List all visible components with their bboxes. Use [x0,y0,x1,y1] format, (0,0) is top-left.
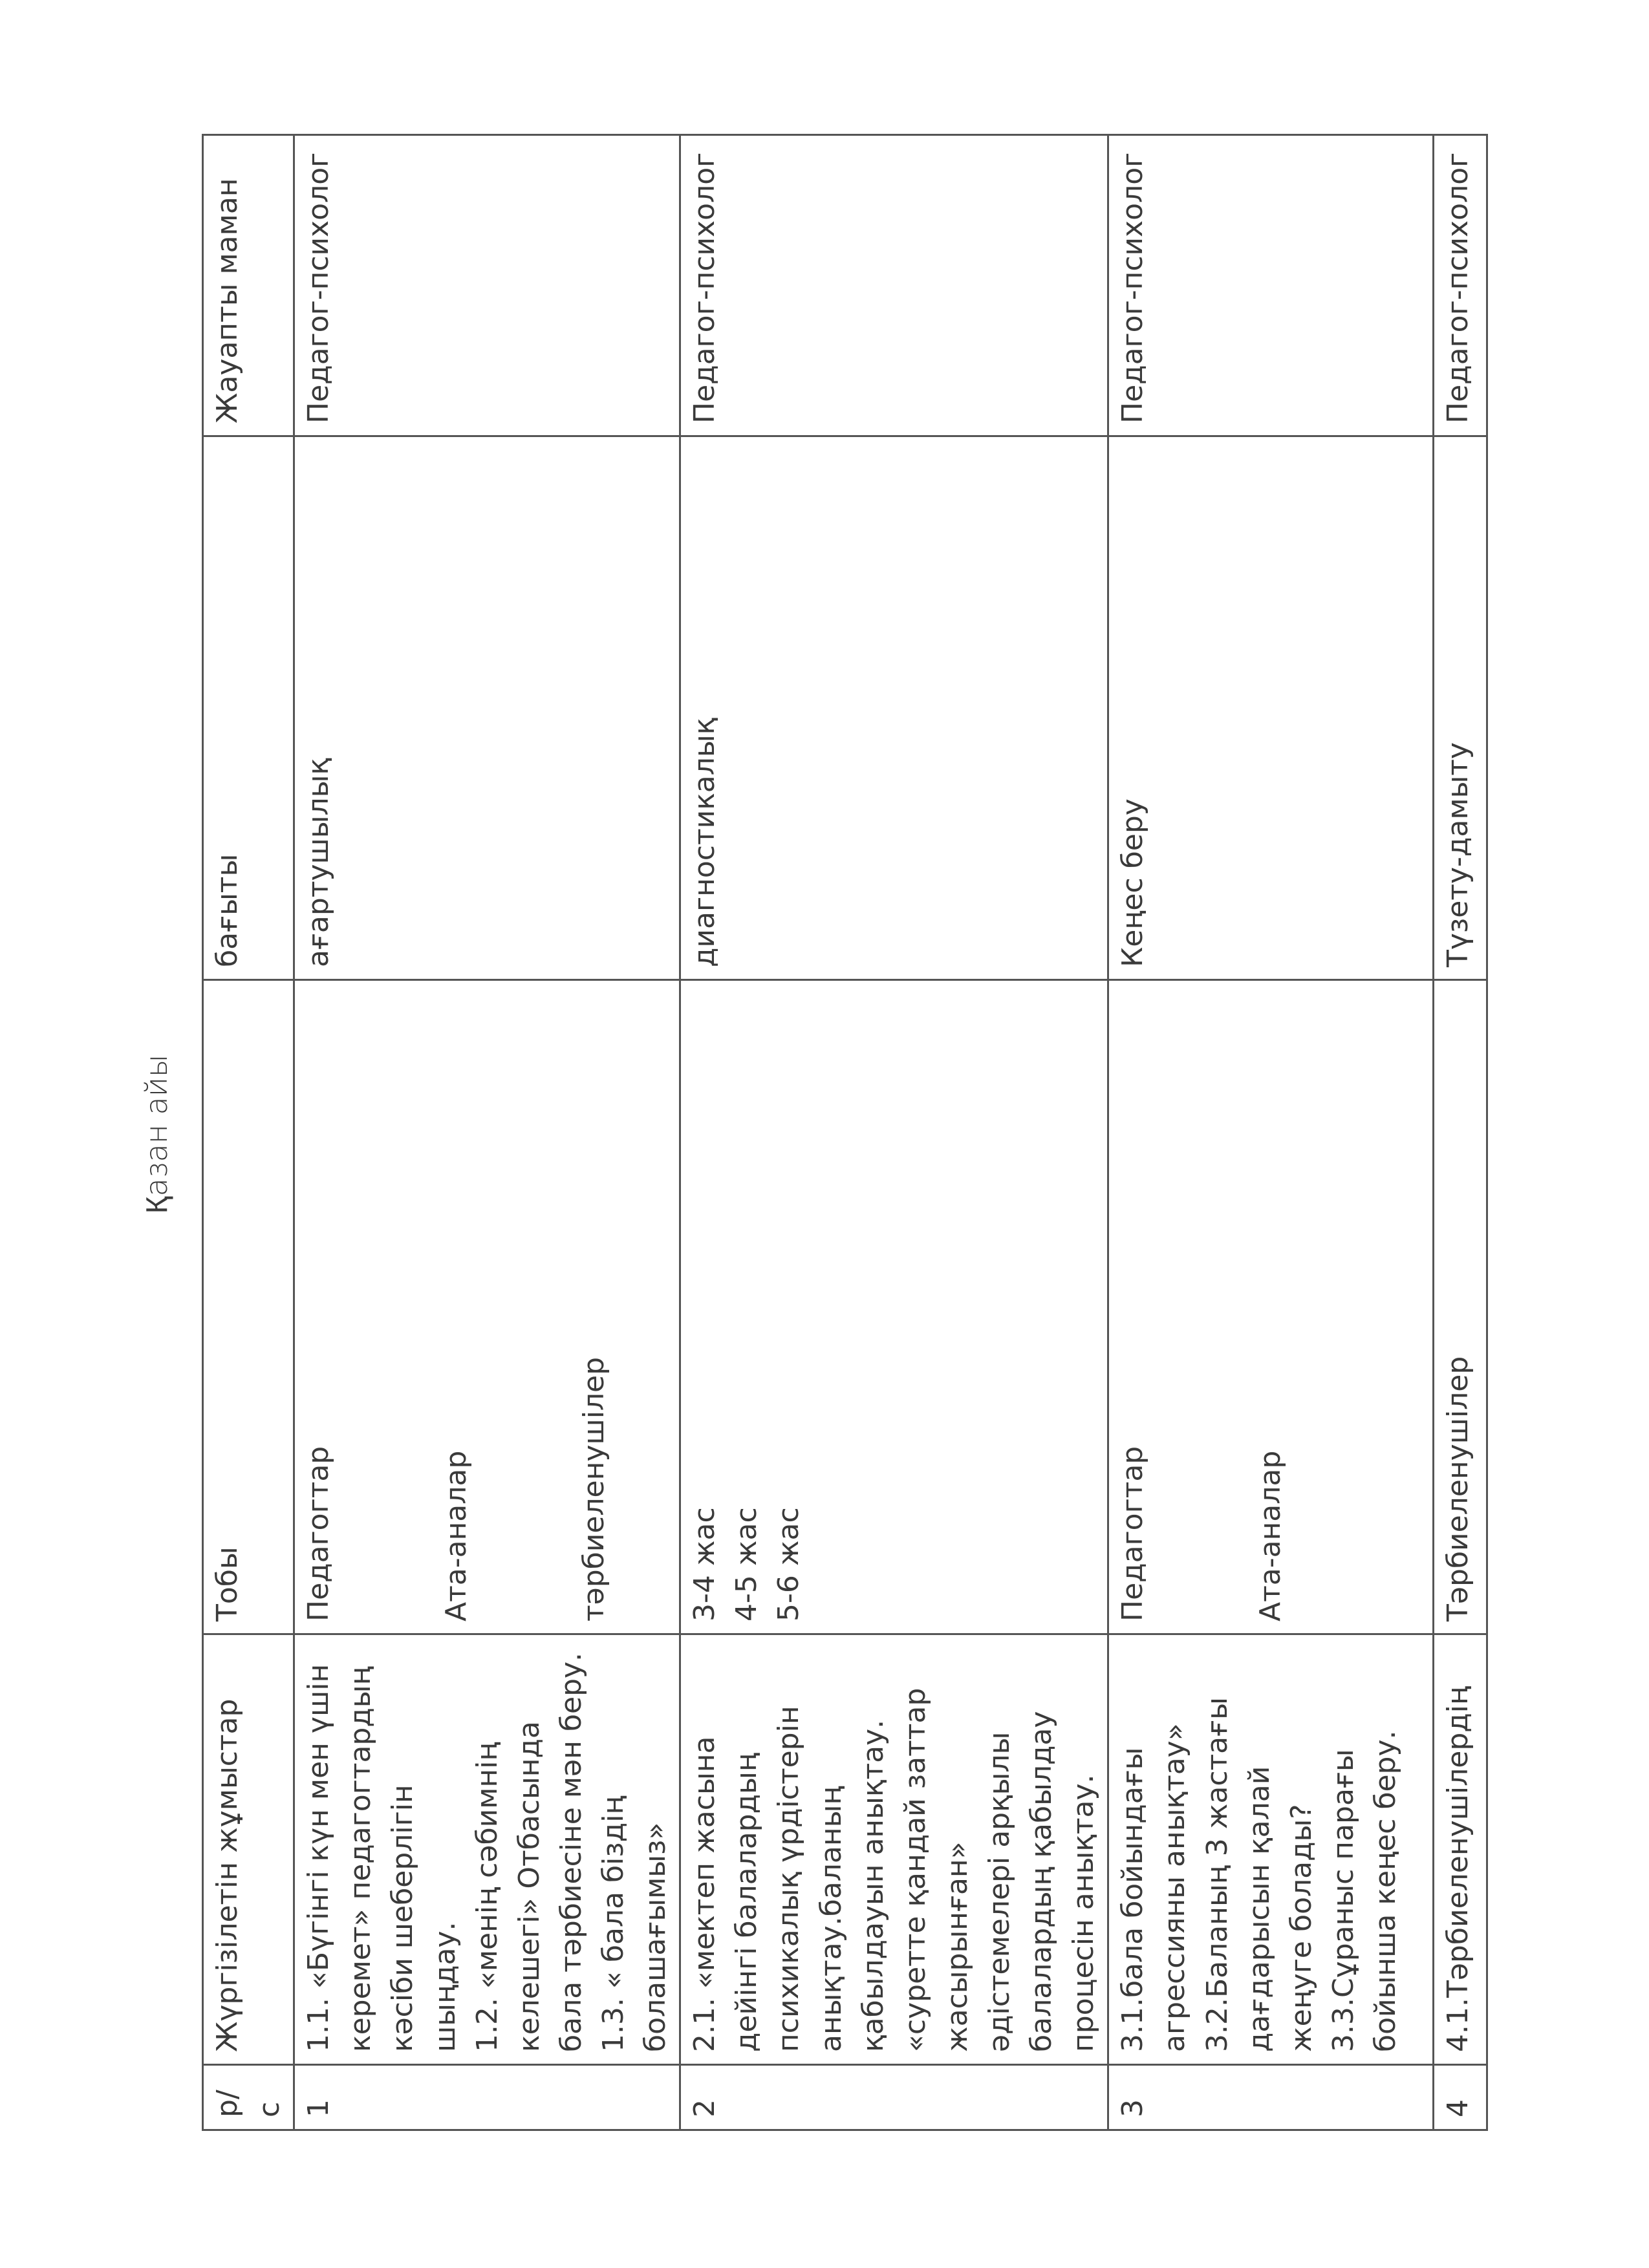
direction-cell: ағартушылық [294,436,680,980]
responsible-cell: Педагог-психолог [1434,135,1487,436]
table-row [1434,135,1487,2130]
responsible-cell: Педагог-психолог [294,135,680,436]
work-item: 1.1. «Бүгінгі күн мен үшін керемет» педагогтардың кәсіби шеберлігін шыңдау. [302,1664,462,2052]
group-spacer [1154,992,1249,1621]
direction-cell: Түзету-дамыту [1434,436,1487,980]
work-item: 3.3.Сұраныс парағы бойынша кеңес беру. [1326,1730,1402,2052]
work-cell [680,1634,1108,2065]
header-direction: бағыты [203,436,294,980]
group-spacer [477,992,573,1621]
direction-cell: диагностикалық [680,436,1108,980]
table-row [1108,135,1434,2130]
header-row [203,135,294,2130]
group-item: Ата-аналар [1254,1450,1288,1621]
work-item: 4.1.Тәрбиеленушілердің [1441,1686,1475,2052]
group-spacer [339,992,435,1621]
header-number: р/с [203,2065,294,2130]
header-responsible: Жауапты маман [203,135,294,436]
row-number: 2 [680,2065,1108,2130]
work-item: 1.3. « бала біздің болашағымыз» [596,1795,673,2052]
plan-table [202,134,1488,2131]
work-item: 3.2.Баланың 3 жастағы дағдарысын қалай жеңуге болады? [1200,1697,1318,2052]
work-cell [1108,1634,1434,2065]
group-cell [680,980,1108,1634]
table-row [680,135,1108,2130]
work-item: 1.2. «менің сәбимнің келешегі» Отбасында бала тәрбиесіне мән беру. [470,1652,588,2052]
group-item: тәрбиеленушілер [577,1356,611,1621]
header-work: Жүргізілетін жұмыстар [203,1634,294,2065]
row-number: 1 [294,2065,680,2130]
work-cell [1434,1634,1487,2065]
row-number: 4 [1434,2065,1487,2130]
group-item: 4-5 жас [730,1507,764,1621]
work-item: «суретте қандай заттар жасырынған» әдістемелері арқылы балалардың қабылдау процесін анықтау. [898,1687,1101,2052]
group-cell [294,980,680,1634]
group-item: Тәрбиеленушілер [1441,1356,1475,1621]
table-row [294,135,680,2130]
responsible-cell: Педагог-психолог [1108,135,1434,436]
responsible-cell: Педагог-психолог [680,135,1108,436]
header-group: Тобы [203,980,294,1634]
work-cell [294,1634,680,2065]
group-cell [1434,980,1487,1634]
row-number: 3 [1108,2065,1434,2130]
page-title: Қазан айы [139,1054,174,1214]
group-item: 3-4 жас [688,1507,722,1621]
group-item: 5-6 жас [772,1507,806,1621]
group-item: Педагогтар [1116,1446,1150,1621]
direction-cell: Кеңес беру [1108,436,1434,980]
group-cell [1108,980,1434,1634]
work-item: 2.1. «мектеп жасына дейінгі балалардың психикалық үрдістерін анықтау.баланың қабылдауын анықтау. [688,1706,890,2052]
work-item: 3.1.бала бойындағы агрессияны анықтау» [1116,1723,1192,2052]
group-item: Педагогтар [302,1446,336,1621]
group-item: Ата-аналар [440,1450,473,1621]
